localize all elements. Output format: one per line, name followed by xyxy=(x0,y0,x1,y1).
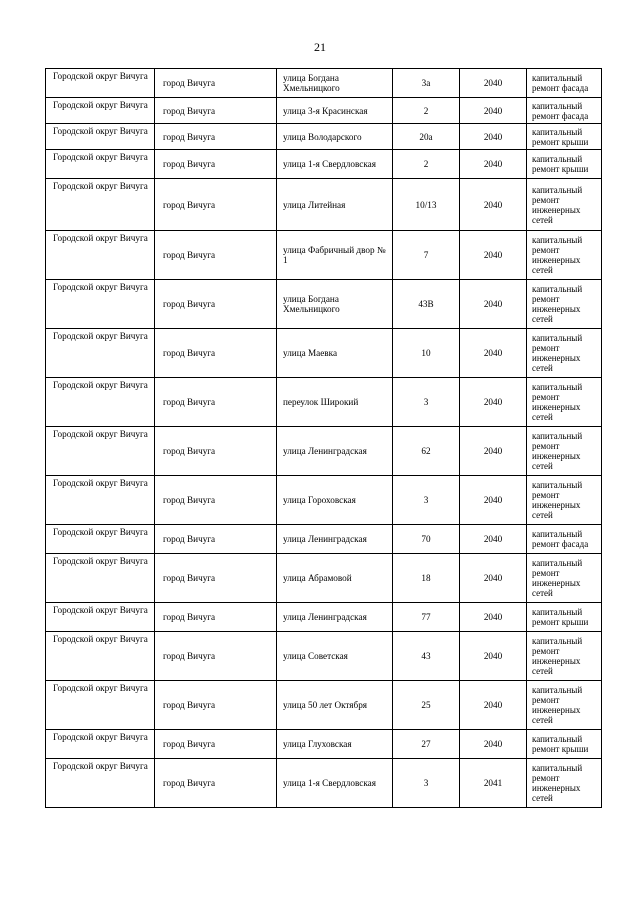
street-cell: улица Советская xyxy=(277,632,393,681)
table-row xyxy=(46,231,602,280)
table-row xyxy=(46,280,602,329)
street-cell: улица 1-я Свердловская xyxy=(277,150,393,179)
street-cell: улица Богдана Хмельницкого xyxy=(277,69,393,98)
city-cell: город Вичуга xyxy=(155,476,277,525)
table-row xyxy=(46,69,602,98)
city-cell: город Вичуга xyxy=(155,730,277,759)
year-cell: 2040 xyxy=(460,98,527,124)
work-type-cell: капитальный ремонт фасада xyxy=(527,98,602,124)
table-row xyxy=(46,124,602,150)
street-cell: улица Маевка xyxy=(277,329,393,378)
house-number-cell: 3 xyxy=(393,759,460,808)
municipality-cell: Городской округ Вичуга xyxy=(46,554,155,603)
street-cell: улица Ленинградская xyxy=(277,427,393,476)
street-cell: улица Фабричный двор № 1 xyxy=(277,231,393,280)
city-cell: город Вичуга xyxy=(155,69,277,98)
municipality-cell: Городской округ Вичуга xyxy=(46,681,155,730)
city-cell: город Вичуга xyxy=(155,378,277,427)
city-cell: город Вичуга xyxy=(155,427,277,476)
house-number-cell: 25 xyxy=(393,681,460,730)
municipality-cell: Городской округ Вичуга xyxy=(46,98,155,124)
street-cell: улица Ленинградская xyxy=(277,603,393,632)
street-cell: улица Гороховская xyxy=(277,476,393,525)
year-cell: 2040 xyxy=(460,476,527,525)
table-row xyxy=(46,759,602,808)
municipality-cell: Городской округ Вичуга xyxy=(46,427,155,476)
year-cell: 2040 xyxy=(460,69,527,98)
city-cell: город Вичуга xyxy=(155,150,277,179)
house-number-cell: 43В xyxy=(393,280,460,329)
street-cell: улица Абрамовой xyxy=(277,554,393,603)
table-row xyxy=(46,730,602,759)
street-cell: улица Володарского xyxy=(277,124,393,150)
house-number-cell: 3 xyxy=(393,476,460,525)
city-cell: город Вичуга xyxy=(155,124,277,150)
work-type-cell: капитальный ремонт инженерных сетей xyxy=(527,231,602,280)
street-cell: улица Литейная xyxy=(277,179,393,231)
street-cell: улица Ленинградская xyxy=(277,525,393,554)
work-type-cell: капитальный ремонт инженерных сетей xyxy=(527,179,602,231)
table-row xyxy=(46,603,602,632)
year-cell: 2040 xyxy=(460,378,527,427)
municipality-cell: Городской округ Вичуга xyxy=(46,69,155,98)
table-row xyxy=(46,427,602,476)
city-cell: город Вичуга xyxy=(155,329,277,378)
year-cell: 2040 xyxy=(460,730,527,759)
city-cell: город Вичуга xyxy=(155,554,277,603)
work-type-cell: капитальный ремонт крыши xyxy=(527,730,602,759)
year-cell: 2040 xyxy=(460,231,527,280)
year-cell: 2040 xyxy=(460,525,527,554)
year-cell: 2041 xyxy=(460,759,527,808)
municipality-cell: Городской округ Вичуга xyxy=(46,759,155,808)
year-cell: 2040 xyxy=(460,632,527,681)
municipality-cell: Городской округ Вичуга xyxy=(46,603,155,632)
year-cell: 2040 xyxy=(460,554,527,603)
city-cell: город Вичуга xyxy=(155,525,277,554)
house-number-cell: 10 xyxy=(393,329,460,378)
work-type-cell: капитальный ремонт крыши xyxy=(527,124,602,150)
year-cell: 2040 xyxy=(460,681,527,730)
city-cell: город Вичуга xyxy=(155,280,277,329)
municipality-cell: Городской округ Вичуга xyxy=(46,179,155,231)
year-cell: 2040 xyxy=(460,124,527,150)
page-number: 21 xyxy=(314,40,326,54)
house-number-cell: 18 xyxy=(393,554,460,603)
table-row xyxy=(46,378,602,427)
city-cell: город Вичуга xyxy=(155,179,277,231)
house-number-cell: 7 xyxy=(393,231,460,280)
city-cell: город Вичуга xyxy=(155,98,277,124)
city-cell: город Вичуга xyxy=(155,603,277,632)
city-cell: город Вичуга xyxy=(155,681,277,730)
municipality-cell: Городской округ Вичуга xyxy=(46,329,155,378)
street-cell: улица 1-я Свердловская xyxy=(277,759,393,808)
work-type-cell: капитальный ремонт инженерных сетей xyxy=(527,759,602,808)
municipality-cell: Городской округ Вичуга xyxy=(46,150,155,179)
street-cell: улица Глуховская xyxy=(277,730,393,759)
year-cell: 2040 xyxy=(460,329,527,378)
street-cell: улица 50 лет Октября xyxy=(277,681,393,730)
work-type-cell: капитальный ремонт инженерных сетей xyxy=(527,329,602,378)
work-type-cell: капитальный ремонт фасада xyxy=(527,69,602,98)
year-cell: 2040 xyxy=(460,603,527,632)
house-number-cell: 77 xyxy=(393,603,460,632)
table-row xyxy=(46,681,602,730)
house-number-cell: 10/13 xyxy=(393,179,460,231)
street-cell: переулок Широкий xyxy=(277,378,393,427)
house-number-cell: 2 xyxy=(393,150,460,179)
municipality-cell: Городской округ Вичуга xyxy=(46,476,155,525)
municipality-cell: Городской округ Вичуга xyxy=(46,730,155,759)
work-type-cell: капитальный ремонт крыши xyxy=(527,603,602,632)
housing-repair-table xyxy=(45,68,602,808)
work-type-cell: капитальный ремонт крыши xyxy=(527,150,602,179)
city-cell: город Вичуга xyxy=(155,759,277,808)
table-row xyxy=(46,179,602,231)
house-number-cell: 3 xyxy=(393,378,460,427)
work-type-cell: капитальный ремонт инженерных сетей xyxy=(527,378,602,427)
house-number-cell: 2 xyxy=(393,98,460,124)
table-row xyxy=(46,525,602,554)
municipality-cell: Городской округ Вичуга xyxy=(46,378,155,427)
year-cell: 2040 xyxy=(460,427,527,476)
street-cell: улица 3-я Красинская xyxy=(277,98,393,124)
municipality-cell: Городской округ Вичуга xyxy=(46,525,155,554)
table-row xyxy=(46,150,602,179)
year-cell: 2040 xyxy=(460,150,527,179)
municipality-cell: Городской округ Вичуга xyxy=(46,632,155,681)
table-row xyxy=(46,632,602,681)
table-row xyxy=(46,98,602,124)
work-type-cell: капитальный ремонт фасада xyxy=(527,525,602,554)
house-number-cell: 43 xyxy=(393,632,460,681)
house-number-cell: 70 xyxy=(393,525,460,554)
table-row xyxy=(46,554,602,603)
municipality-cell: Городской округ Вичуга xyxy=(46,231,155,280)
city-cell: город Вичуга xyxy=(155,632,277,681)
work-type-cell: капитальный ремонт инженерных сетей xyxy=(527,280,602,329)
house-number-cell: 3а xyxy=(393,69,460,98)
year-cell: 2040 xyxy=(460,280,527,329)
city-cell: город Вичуга xyxy=(155,231,277,280)
year-cell: 2040 xyxy=(460,179,527,231)
municipality-cell: Городской округ Вичуга xyxy=(46,280,155,329)
work-type-cell: капитальный ремонт инженерных сетей xyxy=(527,476,602,525)
table-row xyxy=(46,329,602,378)
work-type-cell: капитальный ремонт инженерных сетей xyxy=(527,632,602,681)
house-number-cell: 62 xyxy=(393,427,460,476)
work-type-cell: капитальный ремонт инженерных сетей xyxy=(527,681,602,730)
work-type-cell: капитальный ремонт инженерных сетей xyxy=(527,427,602,476)
street-cell: улица Богдана Хмельницкого xyxy=(277,280,393,329)
municipality-cell: Городской округ Вичуга xyxy=(46,124,155,150)
house-number-cell: 27 xyxy=(393,730,460,759)
house-number-cell: 20а xyxy=(393,124,460,150)
work-type-cell: капитальный ремонт инженерных сетей xyxy=(527,554,602,603)
table-row xyxy=(46,476,602,525)
